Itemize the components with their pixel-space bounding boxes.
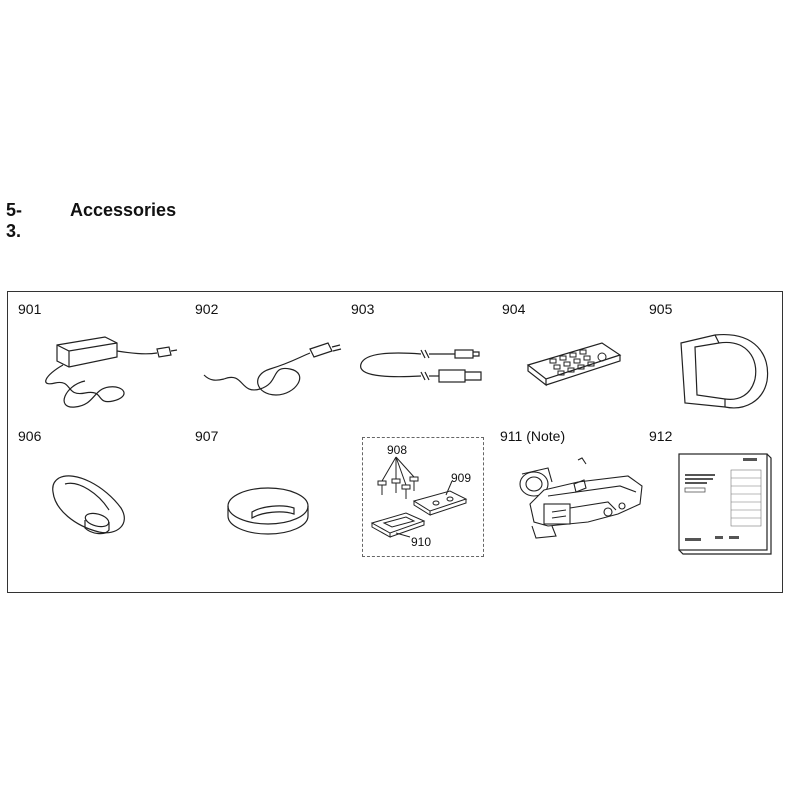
section-title: Accessories bbox=[70, 200, 177, 220]
item-label-906: 906 bbox=[18, 428, 42, 444]
remote-commander-icon bbox=[520, 335, 630, 395]
eyecup-icon bbox=[45, 462, 135, 542]
kit-label-909: 909 bbox=[451, 471, 472, 485]
section-number: 5-3. bbox=[6, 200, 23, 241]
operating-guide-icon bbox=[675, 450, 775, 555]
mounting-kit-icon bbox=[366, 455, 478, 551]
power-cord-icon bbox=[200, 325, 345, 415]
kit-label-908: 908 bbox=[387, 443, 408, 457]
ac-adaptor-icon bbox=[35, 325, 185, 420]
item-label-912: 912 bbox=[649, 428, 673, 444]
usb-cable-icon bbox=[355, 340, 490, 390]
item-label-904: 904 bbox=[502, 301, 526, 317]
kit-label-910: 910 bbox=[411, 535, 432, 549]
item-label-901: 901 bbox=[18, 301, 42, 317]
item-label-911: 911 (Note) bbox=[500, 428, 566, 444]
item-label-903: 903 bbox=[351, 301, 375, 317]
lens-hood-icon bbox=[675, 325, 775, 420]
handle-unit-icon bbox=[508, 452, 648, 547]
item-label-902: 902 bbox=[195, 301, 219, 317]
lens-cap-icon bbox=[222, 482, 317, 542]
item-label-907: 907 bbox=[195, 428, 219, 444]
item-label-905: 905 bbox=[649, 301, 673, 317]
